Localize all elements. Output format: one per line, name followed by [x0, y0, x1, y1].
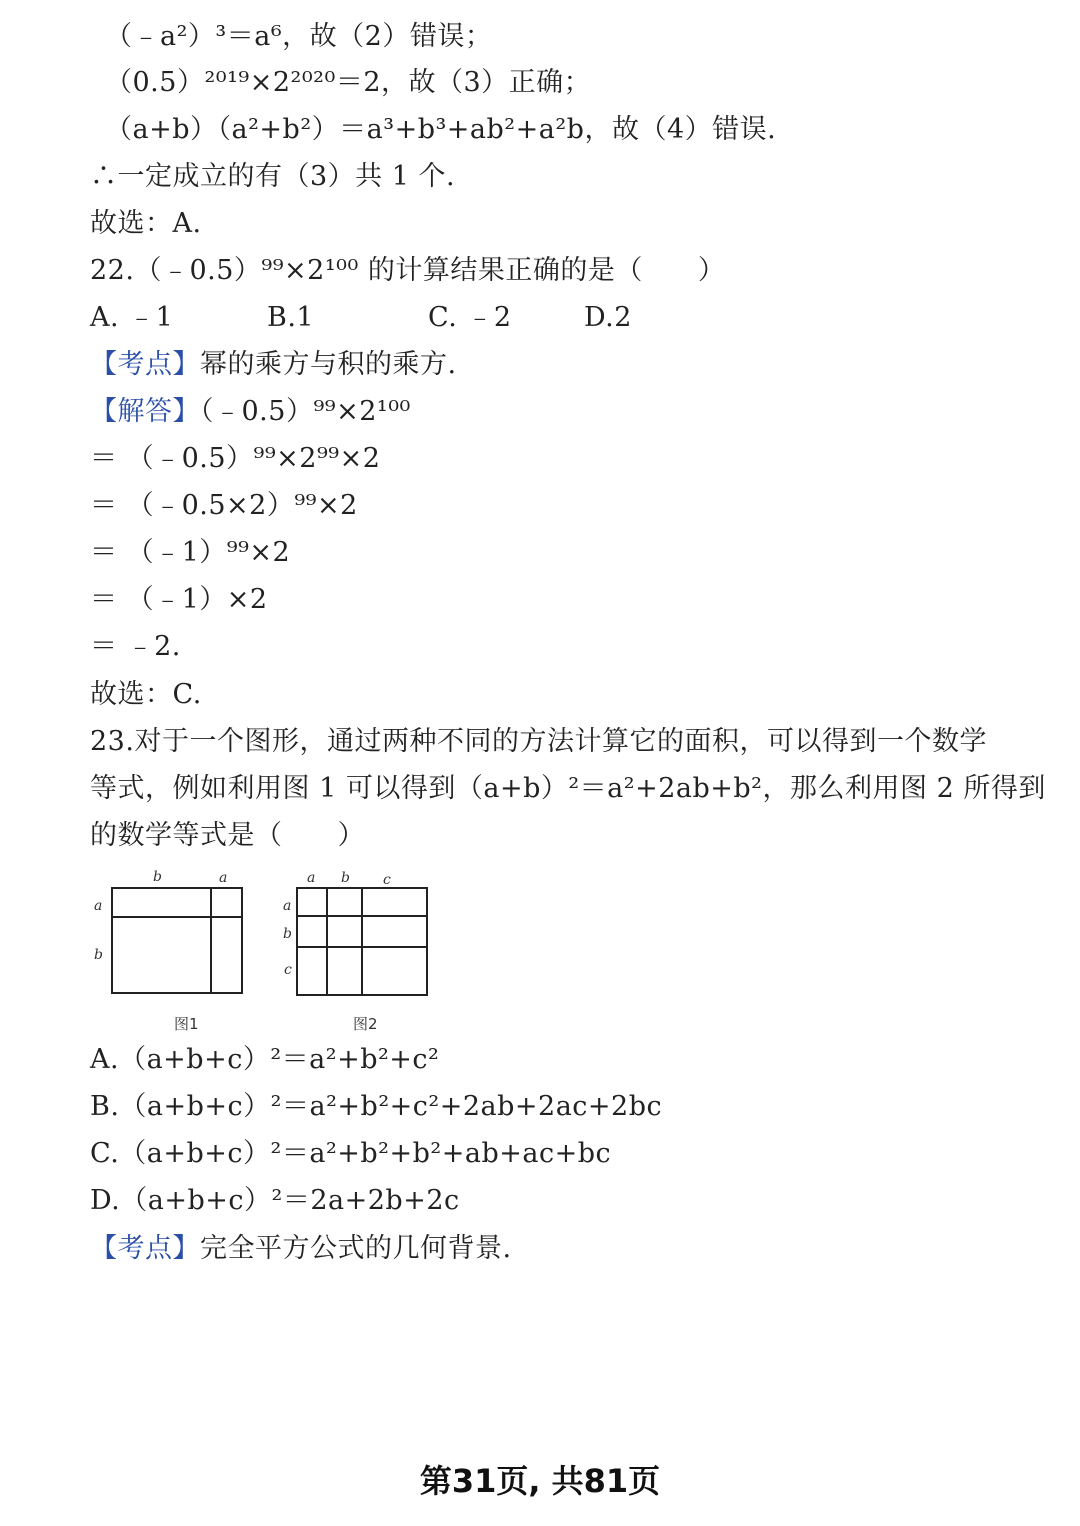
figure-1-outline	[112, 888, 242, 993]
q23-stem-line-1: 23.对于一个图形，通过两种不同的方法计算它的面积，可以得到一个数学	[90, 726, 987, 757]
q23-option-d: D.（a+b+c）²＝2a+2b+2c	[90, 1185, 460, 1216]
figure-2	[275, 865, 445, 1005]
kaodian-tag: 【考点】	[90, 349, 200, 380]
q22-option-a: A. ﹣1	[90, 302, 174, 333]
q22-step-4: ＝ （﹣1）×2	[90, 584, 268, 615]
q22-options	[90, 298, 650, 338]
q23-stem-line-2: 等式，例如利用图 1 可以得到（a+b）²＝a²+2ab+b²，那么利用图 2 所得到	[90, 773, 1046, 804]
q22-option-b: B.1	[267, 302, 315, 333]
figure-2-left-label-a: a	[283, 898, 292, 914]
figure-2-top-label-a: a	[307, 870, 316, 886]
q22-kaodian	[90, 345, 457, 385]
q22-option-c: C. ﹣2	[428, 302, 512, 333]
figure-1-top-label-a: a	[219, 870, 228, 886]
q23-option-b: B.（a+b+c）²＝a²+b²+c²+2ab+2ac+2bc	[90, 1091, 663, 1122]
q23-kaodian-text: 完全平方公式的几何背景.	[200, 1233, 512, 1264]
figure-2-caption: 图2	[353, 1015, 378, 1033]
q22-stem: 22.（﹣0.5）⁹⁹×2¹⁰⁰ 的计算结果正确的是（ ）	[90, 255, 726, 286]
q22-step-3: ＝ （﹣1）⁹⁹×2	[90, 537, 291, 568]
kaodian-text: 幂的乘方与积的乘方.	[200, 349, 457, 380]
solution-line-1: （﹣a²）³＝a⁶，故（2）错误；	[105, 21, 493, 52]
solution-line-2: （0.5）²⁰¹⁹×2²⁰²⁰＝2，故（3）正确；	[105, 67, 592, 98]
q23-stem-line-3: 的数学等式是（ ）	[90, 820, 365, 851]
conclusion-line: ∴一定成立的有（3）共 1 个.	[90, 161, 456, 192]
q22-step-5: ＝ ﹣2.	[90, 631, 181, 662]
figure-2-top-label-c: c	[383, 872, 391, 888]
figure-1-caption: 图1	[174, 1015, 199, 1033]
q22-step-1: ＝ （﹣0.5）⁹⁹×2⁹⁹×2	[90, 443, 381, 474]
figure-1-top-label-b: b	[153, 869, 162, 885]
page-footer: 第31页, 共81页	[419, 1462, 661, 1500]
q22-option-d: D.2	[584, 302, 632, 333]
jieda-tag: 【解答】	[90, 396, 200, 427]
q23-option-c: C.（a+b+c）²＝a²+b²+b²+ab+ac+bc	[90, 1138, 612, 1169]
figure-1	[85, 865, 255, 1005]
q22-jieda	[90, 392, 411, 432]
solution-line-3: （a+b）（a²+b²）＝a³+b³+ab²+a²b，故（4）错误.	[105, 114, 777, 145]
q22-answer: 故选：C.	[90, 679, 202, 710]
q22-step-2: ＝ （﹣0.5×2）⁹⁹×2	[90, 490, 358, 521]
q23-kaodian-tag: 【考点】	[90, 1233, 200, 1264]
figure-2-top-label-b: b	[341, 870, 350, 886]
figure-2-left-label-b: b	[283, 926, 292, 942]
figure-1-left-label-b: b	[94, 947, 103, 963]
q23-kaodian	[90, 1229, 512, 1269]
answer-line-21: 故选：A.	[90, 208, 202, 239]
figure-2-left-label-c: c	[284, 962, 292, 978]
jieda-text: （﹣0.5）⁹⁹×2¹⁰⁰	[200, 396, 411, 427]
figure-1-left-label-a: a	[94, 898, 103, 914]
q23-option-a: A.（a+b+c）²＝a²+b²+c²	[90, 1044, 440, 1075]
